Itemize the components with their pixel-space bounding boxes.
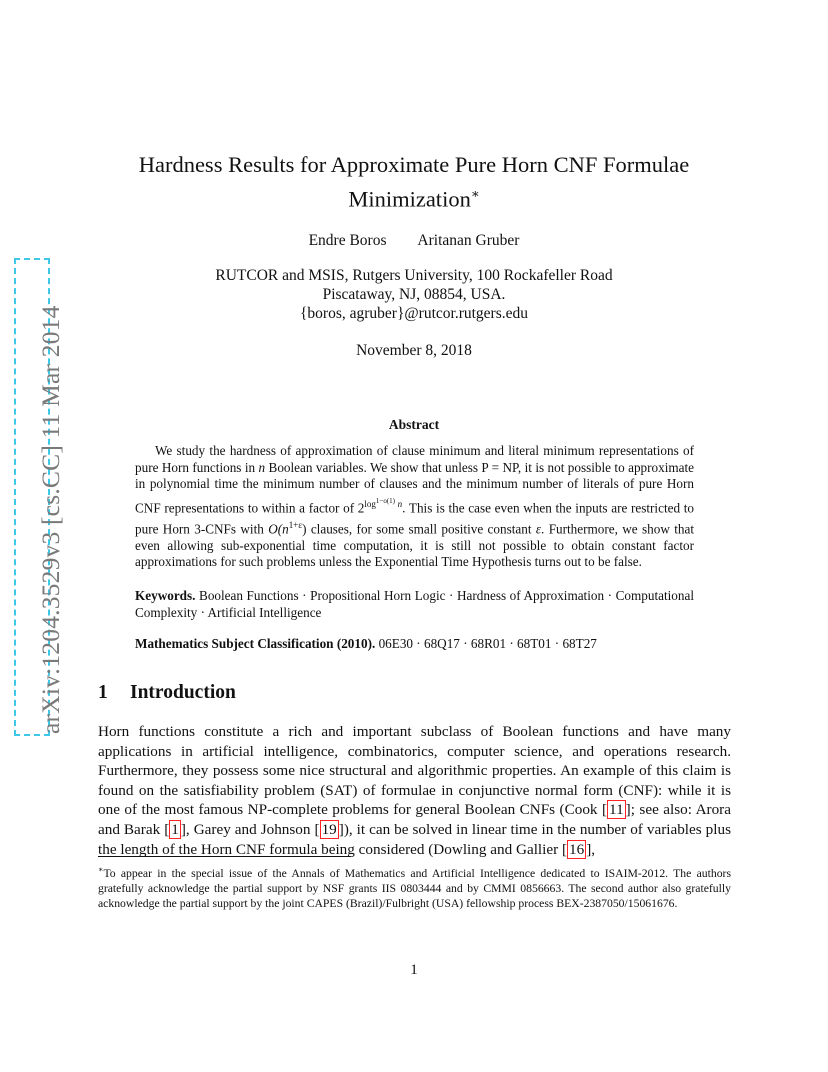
msc-label: Mathematics Subject Classification (2010). bbox=[135, 636, 376, 651]
section-number: 1 bbox=[98, 682, 108, 703]
paper-title bbox=[0, 150, 828, 214]
arxiv-identifier: arXiv:1204.3529v3 [cs.CC] 11 Mar 2014 bbox=[36, 305, 65, 734]
affiliation-email: {boros, agruber}@rutcor.rutgers.edu bbox=[299, 305, 528, 322]
abstract-heading: Abstract bbox=[388, 417, 440, 432]
msc-classification: Mathematics Subject Classification (2010). 06E30 · 68Q17 · 68R01 · 68T01 · 68T27 bbox=[135, 636, 597, 651]
author-1: Endre Boros bbox=[308, 232, 387, 249]
date: November 8, 2018 bbox=[356, 342, 472, 359]
page-number: 1 bbox=[410, 962, 418, 978]
affiliation-line-1: RUTCOR and MSIS, Rutgers University, 100 Rockafeller Road bbox=[215, 267, 613, 284]
citation-link[interactable]: 16 bbox=[569, 840, 585, 858]
title-line-1: Hardness Results for Approximate Pure Horn CNF Formulae bbox=[138, 152, 690, 177]
keywords: Keywords. Boolean Functions · Propositional Horn Logic · Hardness of Approximation · Computational Complexity · Artificial Intelligence bbox=[135, 588, 694, 620]
citation-link[interactable]: 11 bbox=[609, 801, 624, 819]
affiliation-line-2: Piscataway, NJ, 08854, USA. bbox=[322, 286, 506, 303]
section-heading bbox=[98, 682, 236, 704]
keywords-label: Keywords. bbox=[135, 588, 196, 603]
author-2: Aritanan Gruber bbox=[417, 232, 520, 249]
citation-link[interactable]: 19 bbox=[321, 820, 337, 838]
section-title: Introduction bbox=[130, 682, 236, 703]
citation-link[interactable]: 1 bbox=[171, 820, 179, 838]
footnote-rule bbox=[98, 856, 351, 857]
abstract-body: We study the hardness of approximation of clause minimum and literal minimum representations of pure Horn functions in n Boolean variables. We show that unless P = NP, it is not possible to approximate in polynomial time the minimum number of clauses and the minimum number of literals of pure Horn CNF representations to within a factor of $2^{log^{1-o(1)} n}$. This is the case even when the inputs are restricted to pure Horn 3-CNFs with $O(n^{1+\varepsilon})$ clauses, for some small positive constant ε. Furthermore, we show that even allowing sub-exponential time computation, it is still not possible to obtain constant factor approximations for such problems unless the Exponential Time Hypothesis turns out to be false. bbox=[135, 443, 695, 570]
author-list bbox=[0, 232, 828, 250]
footnote: ∗To appear in the special issue of the Annals of Mathematics and Artificial Intelligence dedicated to ISAIM-2012. The authors gratefully acknowledge the partial support by NSF grants IIS 0803444 and by CMMI 0856663. The second author also gratefully acknowledge the partial support by the joint CAPES (Brazil)/Fulbright (USA) fellowship process BEX-2387050/15061676. bbox=[98, 865, 731, 911]
intro-paragraph: Horn functions constitute a rich and important subclass of Boolean functions and have many applications in artificial intelligence, combinatorics, computer science, and operations research. Furthermore, they possess some nice structural and algorithmic properties. An example of this claim is found on the satisfiability problem (SAT) of formulae in conjunctive normal form (CNF): while it is one of the most famous NP-complete problems for general Boolean CNFs (Cook [ 11 ]; see also: Arora and Barak [ 1 ], Garey and Johnson [ 19 ]), it can be solved in linear time in the number of variables plus the length of the Horn CNF formula being considered (Dowling and Gallier [ 16 ], bbox=[98, 723, 731, 858]
affiliation bbox=[0, 266, 828, 323]
title-line-2: Minimization∗ bbox=[348, 186, 480, 212]
